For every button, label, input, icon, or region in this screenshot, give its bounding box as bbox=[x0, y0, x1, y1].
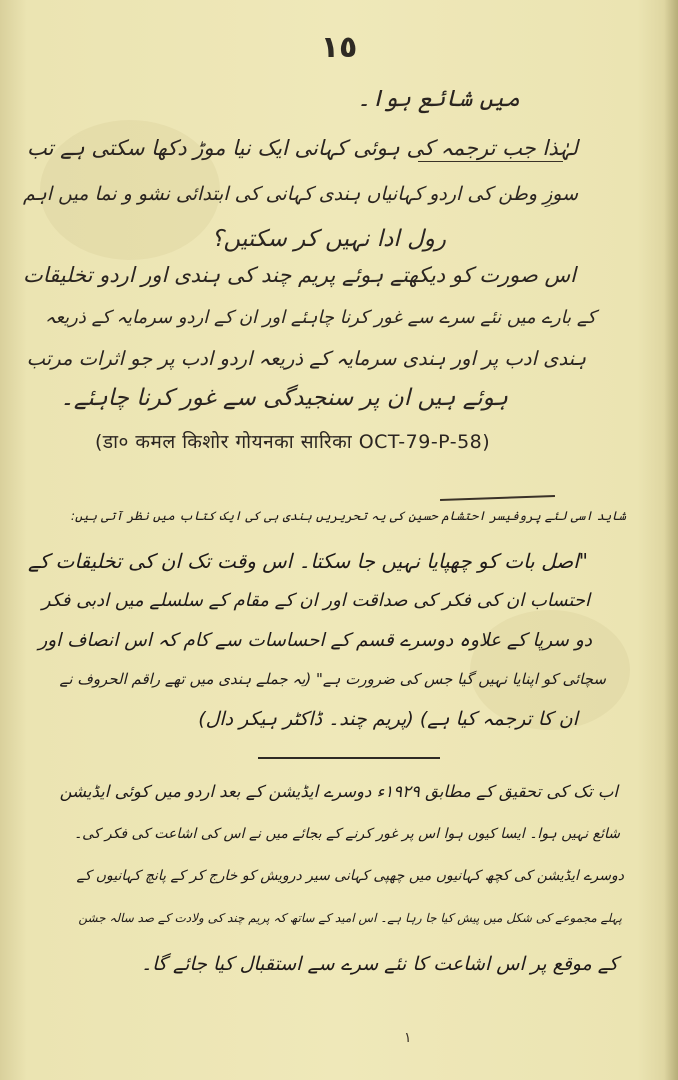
text-line: کے موقع پر اس اشاعت کا نئے سرے سے استقبال کیا جائے گا۔ bbox=[140, 953, 618, 975]
quote-line: دو سرپا کے علاوہ دوسرے قسم کے احساسات سے کام کہ اس انصاف اور bbox=[38, 630, 592, 651]
quote-intro: شاید اسی لئے پروفیسر احتشام حسین کی یہ تحریریں ہندی ہی کی ایک کتاب میں نظر آتی ہیں: bbox=[70, 508, 626, 523]
quote-line: "اصل بات کو چھپایا نہیں جا سکتا۔ اس وقت تک ان کی تخلیقات کے bbox=[27, 549, 588, 573]
text-line: اب تک کی تحقیق کے مطابق ۱۹۲۹ء دوسرے ایڈیشن کے بعد اردو میں کوئی ایڈیشن bbox=[59, 782, 618, 801]
text-line: کے بارے میں نئے سرے سے غور کرنا چاہئے اور ان کے اردو سرمایہ کے ذریعہ bbox=[44, 307, 596, 328]
text-line: ہوئے ہیں ان پر سنجیدگی سے غور کرنا چاہئے۔ bbox=[60, 385, 508, 411]
text-line: سوزِ وطن کی اردو کہانیاں ہندی کہانی کی ابتدائی نشو و نما میں اہم bbox=[23, 183, 578, 205]
page-foot-mark: ۱ bbox=[404, 1030, 412, 1046]
text-line: لہٰذا جب ترجمہ کی ہوئی کہانی ایک نیا موڑ دکھا سکتی ہے تب bbox=[26, 136, 578, 160]
text-line: ہندی ادب پر اور ہندی سرمایہ کے ذریعہ اردو ادب پر جو اثرات مرتب bbox=[26, 347, 586, 370]
text-line: شائع نہیں ہوا۔ ایسا کیوں ہوا اس پر غور کرنے کے بجائے میں نے اس کی اشاعت کی فکر کی۔ bbox=[73, 826, 620, 842]
section-divider bbox=[258, 757, 440, 759]
text-line: اس صورت کو دیکھتے ہوئے پریم چند کی ہندی اور اردو تخلیقات bbox=[22, 263, 576, 287]
quote-line: ان کا ترجمہ کیا ہے) (پریم چند۔ ڈاکٹر ہیکر دال) bbox=[198, 708, 578, 730]
text-line: دوسرے ایڈیشن کی کچھ کہانیوں میں چھپی کہانی سیر درویش کو خارج کر کے پانچ کہانیوں کے bbox=[76, 868, 624, 884]
underline-mark bbox=[418, 161, 563, 162]
quote-line: سچائی کو اپنایا نہیں گیا جس کی ضرورت ہے" (یہ جملے ہندی میں تھے راقم الحروف نے bbox=[59, 670, 606, 688]
quote-line: احتساب ان کی فکر کی صداقت اور ان کے مقام کے سلسلے میں ادبی فکر bbox=[41, 590, 590, 611]
text-line: رول ادا نہیں کر سکتیں؟ bbox=[211, 226, 446, 252]
citation: (डा० कमल किशोर गोयनका सारिका OCT-79-P-58) bbox=[95, 431, 491, 453]
text-line: میں شائع ہوا۔ bbox=[357, 86, 520, 112]
page-number: ١٥ bbox=[320, 30, 358, 65]
underline-mark bbox=[440, 495, 555, 501]
text-line: پہلے مجموعے کی شکل میں پیش کیا جا رہا ہے۔ اس امید کے ساتھ کہ پریم چند کی ولادت کے صد سالہ جشن bbox=[78, 911, 622, 925]
page-edge-shadow bbox=[664, 0, 678, 1080]
